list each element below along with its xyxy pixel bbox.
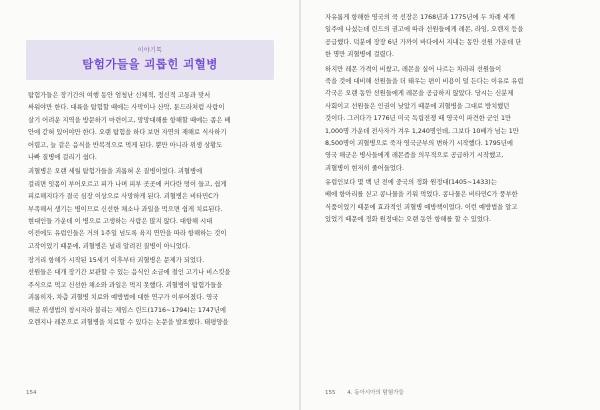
text-line: 장거리 항해가 시작된 15세기 이후부터 괴혈병은 문제가 되었다.	[28, 257, 205, 265]
text-line: 부족해서 생기는 병이므로 신선한 채소나 과일을 먹으면 쉽게 치료된다.	[28, 205, 223, 213]
text-line: 사회이고 선원들은 인권이 낮았기 때문에 괴혈병을 그대로 방치했던	[325, 102, 510, 110]
text-line: 1,000명 가운데 전사자가 겨우 1,240명인데, 그보다 10배가 넘는 1만	[325, 127, 519, 135]
text-line: 어렵고, 늘 같은 음식을 반복적으로 먹게 된다. 뿐만 아니라 위생 상황도	[28, 141, 223, 149]
text-line: 자유롭게 항해한 영국의 쿡 선장은 1768년과 1775년에 두 차례 세계	[325, 14, 515, 21]
right-body-text	[325, 12, 577, 227]
text-line: 주식으로 먹고 신선한 채소와 과일은 먹지 못했다. 괴혈병이 탐험가들을	[28, 281, 223, 289]
text-line: 영국 해군은 병사들에게 레몬즙을 의무적으로 공급하기 시작했고,	[325, 152, 504, 160]
right-folio	[325, 388, 404, 396]
text-line: 선원들은 대개 장기간 보관할 수 있는 음식인 소금에 절인 고기나 비스킷을	[28, 269, 231, 277]
text-line: 괴혈병이 현저히 줄어들었다.	[325, 164, 404, 172]
right-page	[301, 0, 600, 410]
left-body-text	[28, 90, 274, 329]
text-line: 탐험가들은 장기간의 여행 동안 엄청난 신체적, 정신적 고통과 맞서	[28, 92, 211, 99]
page-number: 154	[26, 390, 37, 396]
text-line: 배에 항아리를 싣고 콩나물을 키워 먹었다. 콩나물은 비타민C가 풍부한	[325, 191, 518, 199]
text-line: 해군 위생법의 창시자라 불리는 제임스 린드(1716~1794)는 1747년에	[28, 306, 227, 314]
section-label: 이야기톡	[137, 47, 163, 54]
text-line: 죽을 것에 대비해 선원들을 더 태우는 편이 비용이 덜 든다는 이유로 유럽	[325, 77, 524, 85]
text-line: 오렌지나 레몬으로 괴혈병을 치료할 수 있다는 논문을 발표했다. 태평양을	[28, 319, 229, 327]
text-line: 이전에도 유럽인들은 거의 1주일 넘도록 육지 연안을 따라 항해하는 것이	[28, 230, 227, 238]
text-line: 걸리면 잇몸이 부어오르고 피가 나며 피부 곳곳에 커다란 멍이 들고, 쉽게	[28, 180, 227, 188]
text-line: 것이다. 그러다가 1776년 미국 독립전쟁 때 영국이 파견한 군인 1만	[325, 115, 512, 123]
text-line: 피로해지다가 결국 심장 이상으로 사망하게 된다. 괴혈병은 비타민C가	[28, 193, 219, 201]
text-line: 공급했다. 덕분에 장장 6년 가까이 바다에서 지내는 동안 선원 가운데 단	[325, 38, 522, 46]
sidebar-title-box	[26, 40, 274, 80]
text-line: 유럽인보다 몇 백 년 전에 중국의 정화 원정대(1405~1433)는	[325, 179, 497, 187]
text-line: 있었기 때문에 정화 원정대는 오랜 동안 항해를 할 수 있었다.	[325, 216, 492, 224]
text-line: 현대인들 가운데 이 병으로 고생하는 사람은 많지 않다. 대항해 시대	[28, 217, 213, 225]
text-line: 괴롭히자, 차츰 괴혈병 치료와 예방법에 대한 연구가 이루어졌다. 영국	[28, 294, 219, 302]
text-line: 8,500명이 괴혈병으로 죽자 영국군부의 변하기 시작했다. 1795년에	[325, 139, 513, 147]
text-line: 괴혈병은 오랜 세월 탐험가들을 괴롭혀 온 질병이었다. 괴혈병에	[28, 168, 203, 176]
section-title: 탐험가들을 괴롭힌 괴혈병	[82, 57, 218, 71]
text-line: 일주에 나섰는데 린드의 권고에 따라 선원들에게 레몬, 라임, 오렌지 등을	[325, 26, 524, 34]
text-line: 살기 어려운 지역을 방문하기 마련이고, 망망대해를 항해할 때에는 좁은 배	[28, 116, 231, 124]
text-line: 고작이었기 때문에, 괴혈병은 널리 알려진 질병이 아니었다.	[28, 242, 190, 250]
running-head: 4. 동아시아의 탐험가들	[347, 390, 404, 396]
text-line: 각국은 오랜 동안 선원들에게 레몬을 공급하지 않았다. 당시는 신분제	[325, 90, 514, 98]
left-page	[0, 0, 299, 410]
text-line: 하지만 레몬 가격이 비쌌고, 레몬을 실어 나르는 차라리 선원들이	[325, 65, 502, 73]
text-line: 안에 갇혀 있어야만 한다. 오랜 탐험을 하다 보면 자연의 재해로 식사하기	[28, 129, 227, 137]
text-line: 싸워야만 한다. 대륙을 탐험할 때에는 사막이나 산악, 툰드라처럼 사람이	[28, 104, 225, 112]
left-folio	[26, 390, 47, 396]
text-line: 한 명만 괴혈병에 걸렸다.	[325, 51, 394, 59]
text-line: 나빠 질병에 걸리기 쉽다.	[28, 153, 97, 161]
page-number: 155	[325, 390, 336, 396]
text-line: 식품이었기 때문에 효과적인 괴혈병 예방책이었다. 이런 예방법을 알고	[325, 203, 518, 211]
